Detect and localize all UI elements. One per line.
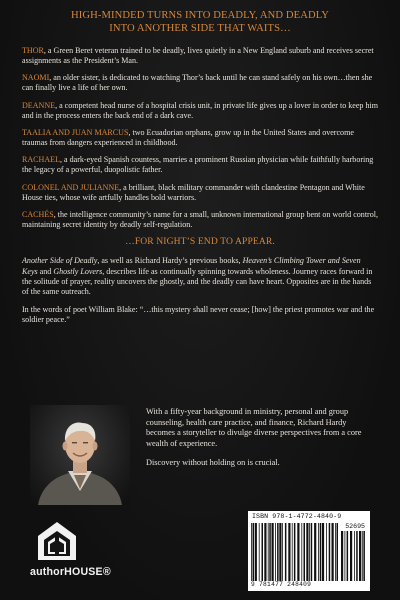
headline-line-1: HIGH-MINDED TURNS INTO DEADLY, AND DEADLY bbox=[71, 10, 329, 21]
barcode-bar bbox=[251, 523, 252, 581]
character-entry bbox=[22, 155, 378, 175]
barcode-bar bbox=[335, 523, 336, 581]
character-description: , a Green Beret veteran trained to be deadly, lives quietly in a New England suburb and receives secret assignments as the President’s Man. bbox=[22, 46, 374, 66]
ean-barcode-bars bbox=[251, 523, 339, 581]
character-name: COLONEL AND JULIANNE bbox=[22, 182, 120, 192]
blurb-body bbox=[22, 46, 378, 333]
barcode-bar bbox=[309, 523, 310, 581]
book-title-2: Heaven’s Climbing Tower and Seven Keys bbox=[22, 256, 361, 276]
barcode-digits: 9 781477 248409 bbox=[251, 581, 312, 588]
character-entry bbox=[22, 101, 378, 121]
author-bio bbox=[146, 407, 366, 478]
barcode-bar bbox=[264, 523, 266, 581]
barcode-bar bbox=[269, 523, 271, 581]
character-description: , an older sister, is dedicated to watching Thor’s back until he can stand safely on his own…then she can finally live a life of her own. bbox=[22, 73, 373, 93]
barcode-bar bbox=[259, 523, 260, 581]
book-title-3: Ghostly Lovers bbox=[53, 266, 103, 276]
barcode-bar bbox=[332, 523, 334, 581]
blake-quote: In the words of poet William Blake: “…this mystery shall never cease; [how] the priest promotes war and the soldier peace.” bbox=[22, 304, 375, 325]
barcode-bar bbox=[268, 523, 269, 581]
barcode-bar bbox=[282, 523, 283, 581]
barcode-bar bbox=[322, 523, 324, 581]
character-description: , a dark-eyed Spanish countess, marries a prominent Russian physician while faithfully harboring the legacy of a powerful, duopolistic father. bbox=[22, 155, 374, 175]
cover-headline bbox=[36, 9, 364, 35]
barcode-bar bbox=[362, 531, 363, 581]
barcode-bar bbox=[301, 523, 302, 581]
barcode-bar bbox=[326, 523, 327, 581]
barcode-bar bbox=[363, 531, 365, 581]
description-part-1: , as well as Richard Hardy’s previous books, bbox=[97, 256, 243, 266]
character-name: NAOMI bbox=[22, 73, 50, 83]
description-part-3: , describes life as continually spinning towards wholeness. Journey races forward in the solitude of prayer, reality uncovers the ghostly, and the deadly can have heart. Opposites are in the hands of the same outreach. bbox=[22, 266, 373, 296]
character-description: , a brilliant, black military commander with clandestine Pentagon and White House ties, whose wife artfully handles bold warriors. bbox=[22, 182, 365, 202]
barcode-bar bbox=[253, 523, 255, 581]
barcode-bar bbox=[356, 531, 358, 581]
barcode-bar bbox=[288, 523, 290, 581]
barcode-bar bbox=[354, 531, 355, 581]
barcode-bar bbox=[345, 531, 346, 581]
character-name: DEANNE bbox=[22, 100, 56, 110]
price-addon-bars bbox=[341, 531, 367, 581]
author-photo bbox=[30, 405, 130, 505]
barcode-bar bbox=[359, 531, 361, 581]
publisher-logo bbox=[30, 520, 140, 585]
character-name: CACHÉS bbox=[22, 209, 54, 219]
barcode-bar bbox=[347, 531, 349, 581]
house-book-icon bbox=[36, 520, 78, 562]
price-code: 52695 bbox=[345, 523, 365, 530]
character-description: , two Ecuadorian orphans, grow up in the United States and overcome traumas from dangers experienced in childhood. bbox=[22, 127, 354, 148]
barcode-bar bbox=[329, 523, 331, 581]
barcode-bar bbox=[292, 523, 293, 581]
character-entry bbox=[22, 183, 378, 203]
barcode-bar bbox=[255, 523, 257, 581]
barcode-bar bbox=[320, 523, 322, 581]
character-entry bbox=[22, 46, 378, 66]
character-entry bbox=[22, 210, 378, 230]
isbn-number: ISBN 978-1-4772-4840-9 bbox=[252, 513, 342, 520]
barcode-bar bbox=[304, 523, 306, 581]
ending-line: …FOR NIGHT’S END TO APPEAR. bbox=[125, 236, 275, 248]
description-part-2: and bbox=[37, 266, 54, 276]
character-name: THOR bbox=[22, 46, 44, 55]
barcode-bar bbox=[318, 523, 319, 581]
author-tagline: Discovery without holding on is crucial. bbox=[146, 458, 280, 468]
barcode-bar bbox=[272, 523, 274, 581]
barcode-bar bbox=[311, 523, 313, 581]
barcode-bar bbox=[279, 523, 281, 581]
barcode-bar bbox=[341, 531, 343, 581]
character-name: TAALIA AND JUAN MARCUS bbox=[22, 127, 129, 137]
barcode-bar bbox=[306, 523, 308, 581]
isbn-barcode bbox=[248, 511, 370, 591]
character-description: , a competent head nurse of a hospital crisis unit, in private life gives up a lover in order to keep him and in the process enters the back end of a dark cave. bbox=[22, 100, 378, 120]
character-list bbox=[22, 46, 378, 230]
barcode-bar bbox=[262, 523, 264, 581]
barcode-bar bbox=[275, 523, 276, 581]
author-portrait-image bbox=[30, 405, 130, 505]
barcode-bar bbox=[285, 523, 287, 581]
barcode-bar bbox=[297, 523, 299, 581]
barcode-bar bbox=[337, 523, 339, 581]
publisher-name: authorHOUSE® bbox=[30, 566, 111, 578]
character-entry bbox=[22, 128, 378, 148]
headline-line-2: INTO ANOTHER SIDE THAT WAITS… bbox=[109, 23, 291, 34]
character-entry bbox=[22, 73, 378, 93]
character-name: RACHAEL bbox=[22, 155, 60, 165]
book-title-1: Another Side of Deadly bbox=[22, 256, 98, 266]
barcode-bar bbox=[314, 523, 316, 581]
author-bio-paragraph: With a fifty-year background in ministry, personal and group counseling, health care practice, and finance, Richard Hardy becomes a storyteller to divulge diverse perspectives from a core wealth of experience. bbox=[146, 407, 362, 448]
description-paragraph bbox=[22, 256, 378, 297]
barcode-bar bbox=[350, 531, 352, 581]
barcode-bar bbox=[277, 523, 279, 581]
character-description: , the intelligence community’s name for a small, unknown international group bent on world control, maintaining secret identity by deadly self-regulation. bbox=[22, 209, 379, 230]
barcode-bar bbox=[294, 523, 296, 581]
